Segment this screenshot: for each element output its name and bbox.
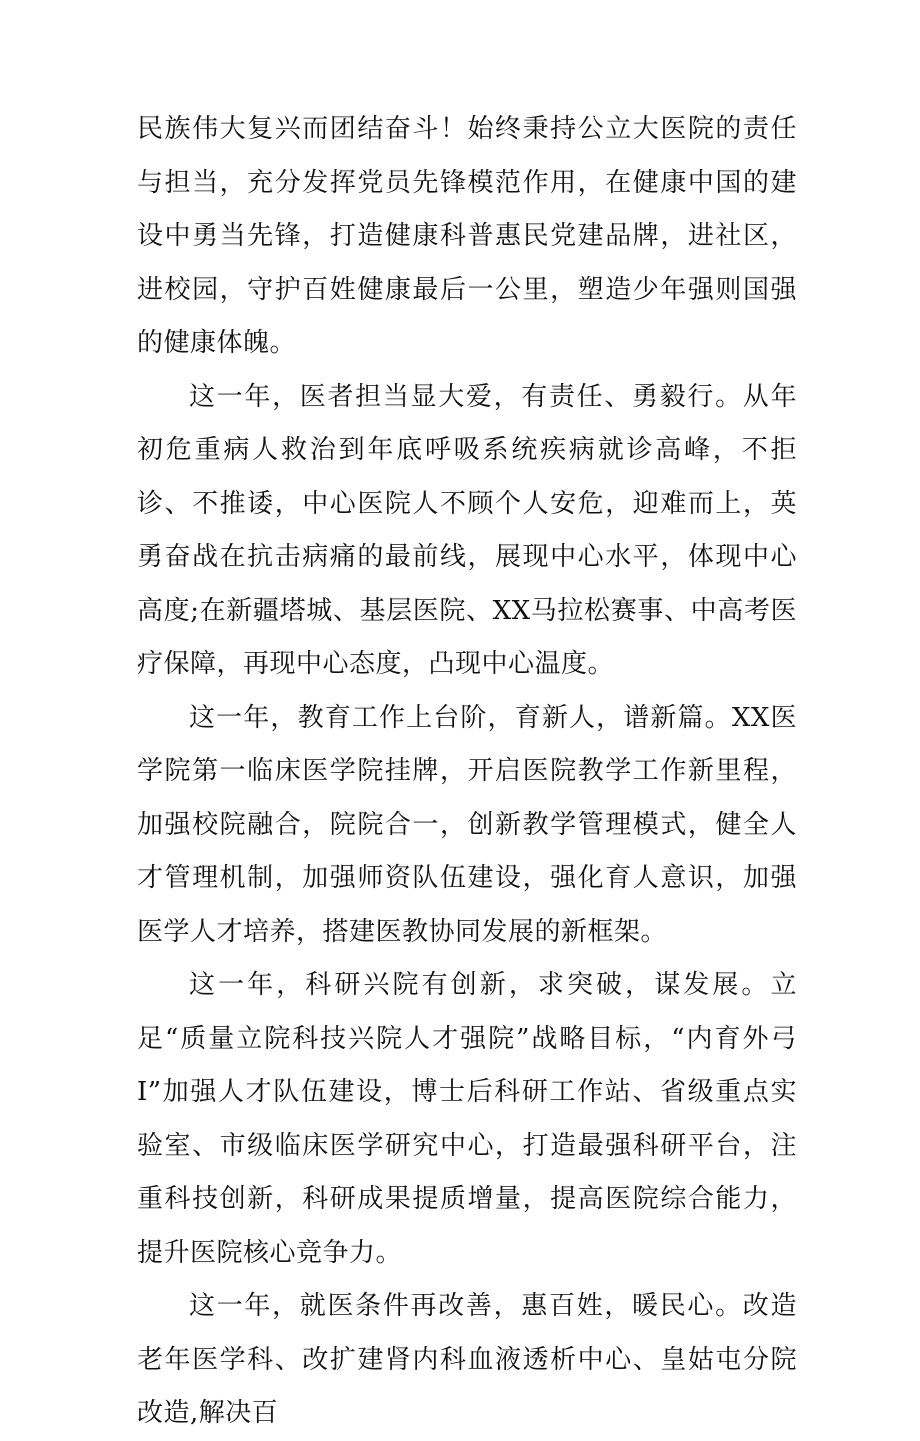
paragraph-continuation: 民族伟大复兴而团结奋斗！始终秉持公立大医院的责任与担当，充分发挥党员先锋模范作用，在健康中国的建设中勇当先锋，打造健康科普惠民党建品牌，进社区，进校园，守护百姓健康最后一公里，塑造少年强则国强的健康体魄。 bbox=[137, 114, 797, 358]
paragraph-research: 这一年，科研兴院有创新，求突破，谋发展。立足“质量立院科技兴院人才强院”战略目标，“内育外弓I”加强人才队伍建设，博士后科研工作站、省级重点实验室、市级临床医学研究中心，打造最强科研平台，注重科技创新，科研成果提质增量，提高医院综合能力，提升医院核心竞争力。 bbox=[137, 970, 797, 1268]
paragraph-medical-responsibility: 这一年，医者担当显大爱，有责任、勇毅行。从年初危重病人救治到年底呼吸系统疾病就诊高峰，不拒诊、不推诿，中心医院人不顾个人安危，迎难而上，英勇奋战在抗击病痛的最前线，展现中心水平，体现中心高度;在新疆塔城、基层医院、XX马拉松赛事、中高考医疗保障，再现中心态度，凸现中心温度。 bbox=[137, 381, 797, 679]
paragraph-medical-conditions: 这一年，就医条件再改善，惠百姓，暖民心。改造老年医学科、改扩建肾内科血液透析中心、皇姑屯分院改造,解决百 bbox=[137, 1291, 797, 1428]
document-body bbox=[137, 103, 797, 1441]
paragraph-education: 这一年，教育工作上台阶，育新人，谱新篇。XX医学院第一临床医学院挂牌，开启医院教学工作新里程，加强校院融合，院院合一，创新教学管理模式，健全人才管理机制，加强师资队伍建设，强化育人意识，加强医学人才培养，搭建医教协同发展的新框架。 bbox=[137, 702, 797, 947]
